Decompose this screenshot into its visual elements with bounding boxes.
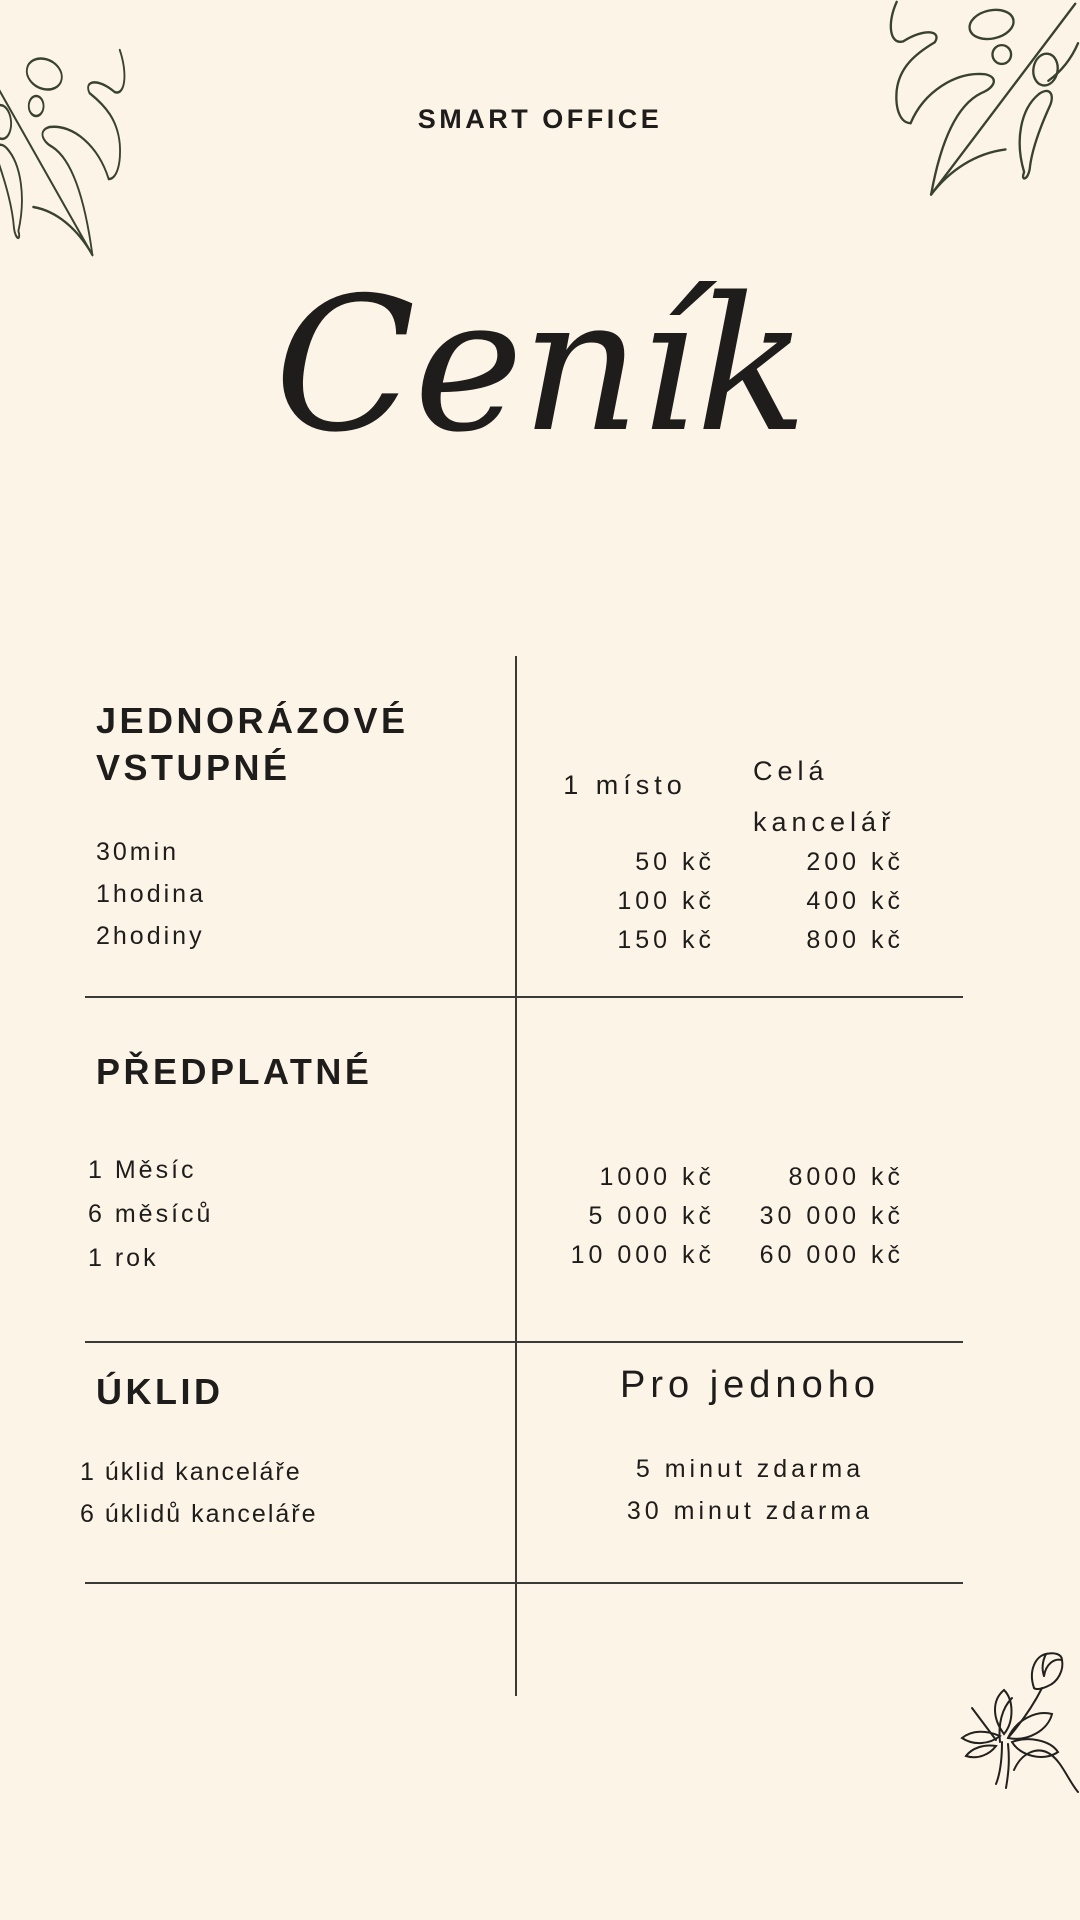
- price-per-seat: 5 000 kč: [588, 1202, 715, 1230]
- section-heading-line2: VSTUPNÉ: [96, 747, 291, 788]
- price-whole-office: 200 kč: [806, 848, 904, 876]
- row-value: 30 minut zdarma: [626, 1497, 874, 1525]
- row-label: 1 úklid kanceláře: [80, 1458, 302, 1486]
- flower-icon: [956, 1650, 1080, 1832]
- page-title: Ceník: [274, 257, 806, 473]
- section-heading-line1: JEDNORÁZOVÉ: [96, 700, 409, 741]
- price-whole-office: 800 kč: [806, 926, 904, 954]
- column-header-per-seat: 1 místo: [563, 770, 687, 800]
- section-divider-1: [85, 996, 963, 998]
- price-whole-office: 8000 kč: [788, 1163, 904, 1191]
- row-label: 6 úklidů kanceláře: [80, 1500, 318, 1528]
- section-divider-3: [85, 1582, 963, 1584]
- section-divider-2: [85, 1341, 963, 1343]
- section-heading-jednorazove-vstupne: [96, 697, 409, 791]
- row-label: 30min: [96, 838, 180, 866]
- section-heading-predplatne: PŘEDPLATNÉ: [96, 1051, 373, 1092]
- section-heading-uklid: ÚKLID: [96, 1371, 224, 1412]
- row-value: 5 minut zdarma: [635, 1455, 865, 1483]
- row-label: 2hodiny: [96, 922, 205, 950]
- row-label: 1hodina: [96, 880, 206, 908]
- price-per-seat: 100 kč: [617, 887, 715, 915]
- column-header-whole-office-line1: Celá: [753, 756, 829, 786]
- price-whole-office: 30 000 kč: [759, 1202, 904, 1230]
- price-per-seat: 1000 kč: [599, 1163, 715, 1191]
- column-header-whole-office: [753, 746, 895, 848]
- price-per-seat: 50 kč: [635, 848, 715, 876]
- brand-title: SMART OFFICE: [417, 104, 663, 134]
- row-label: 1 Měsíc: [88, 1156, 197, 1184]
- price-per-seat: 150 kč: [617, 926, 715, 954]
- price-whole-office: 60 000 kč: [759, 1241, 904, 1269]
- row-label: 6 měsíců: [88, 1200, 214, 1228]
- column-header-whole-office-line2: kancelář: [753, 807, 896, 837]
- section-subheading-pro-jednoho: Pro jednoho: [620, 1364, 880, 1406]
- price-per-seat: 10 000 kč: [570, 1241, 715, 1269]
- row-label: 1 rok: [88, 1244, 159, 1272]
- price-whole-office: 400 kč: [806, 887, 904, 915]
